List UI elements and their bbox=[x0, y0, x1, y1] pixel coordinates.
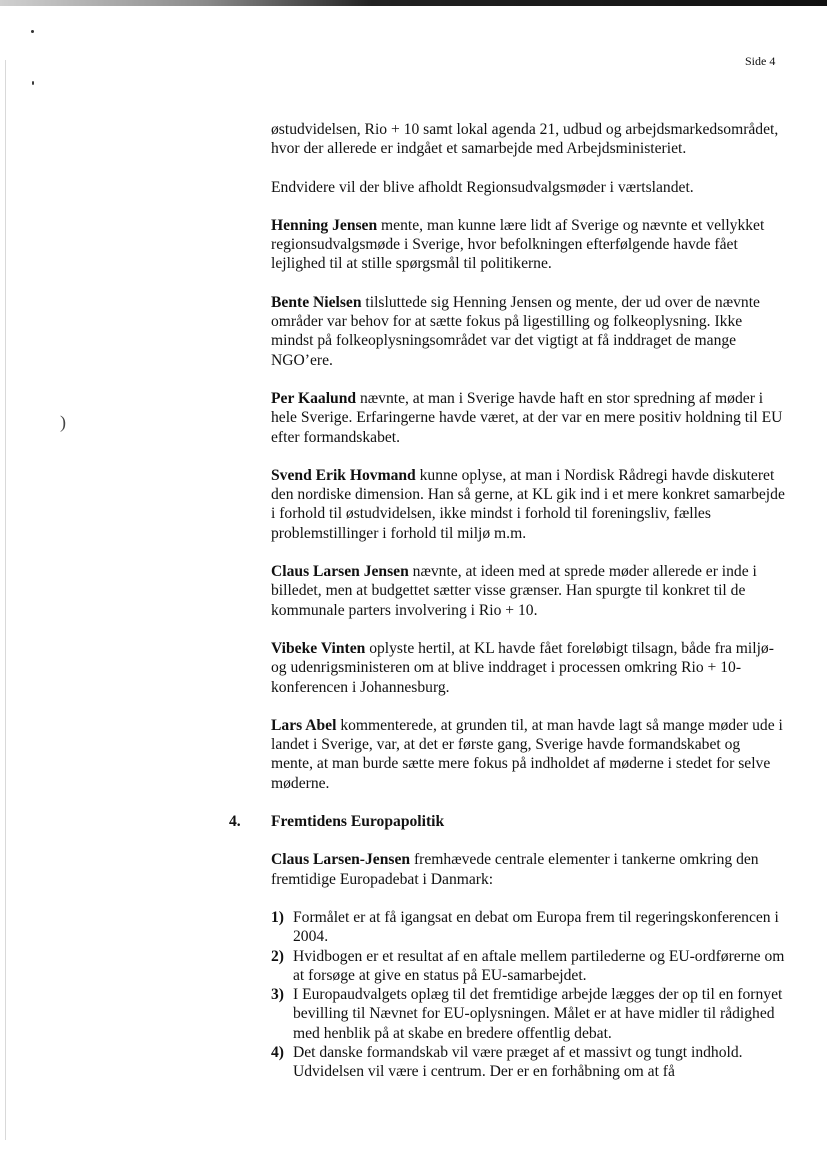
section-number: 4. bbox=[229, 813, 241, 831]
speaker-name: Lars Abel bbox=[271, 716, 337, 734]
paragraph bbox=[271, 216, 786, 274]
paragraph bbox=[271, 466, 786, 543]
list-item-text: I Europaudvalgets oplæg til det fremtidige arbejde lægges der op til en fornyet bevilling til Nævnet for EU-oplysningen. Målet er at have midler til rådighed med henblik på at skabe en bredere offentlig debat. bbox=[293, 986, 783, 1042]
paragraph bbox=[271, 389, 786, 447]
scan-edge-left bbox=[5, 60, 6, 1140]
margin-mark: ) bbox=[60, 412, 66, 432]
speaker-name: Vibeke Vinten bbox=[271, 639, 366, 657]
paragraph bbox=[271, 178, 786, 197]
list-item bbox=[271, 908, 786, 947]
list-item-number: 3) bbox=[271, 986, 284, 1004]
page-number: Side 4 bbox=[745, 54, 776, 68]
list-item bbox=[271, 947, 786, 986]
speaker-name: Henning Jensen bbox=[271, 216, 378, 234]
paragraph bbox=[271, 562, 786, 620]
scan-speck bbox=[32, 81, 34, 85]
paragraph bbox=[271, 293, 786, 370]
paragraph-text: mente, man kunne lære lidt af Sverige og nævnte et vellykket regionsudvalgsmøde i Sverige, hvor befolkningen efterfølgende havde fået lejlighed til at stille spørgsmål til politikerne. bbox=[271, 216, 765, 273]
paragraph-text: kommenterede, at grunden til, at man havde lagt så mange møder ude i landet i Sverige, var, at det er første gang, Sverige havde formandskabet og mente, at man burde sætte mere fokus på indholdet af møderne i stedet for selve møderne. bbox=[271, 716, 783, 792]
section-intro bbox=[271, 850, 786, 889]
list-item bbox=[271, 1043, 786, 1082]
speaker-name: Claus Larsen Jensen bbox=[271, 563, 409, 581]
list-item-text: Det danske formandskab vil være præget af et massivt og tungt indhold. Udvidelsen vil være i centrum. Der er en forhåbning om at få bbox=[293, 1043, 743, 1081]
scan-edge-top bbox=[0, 0, 827, 6]
list-item-number: 1) bbox=[271, 908, 284, 926]
paragraph-text: nævnte, at ideen med at sprede møder allerede er inde i billedet, men at budgettet sætter visse grænser. Han spurgte til konkret til de kommunale parters involvering i Rio + 10. bbox=[271, 563, 757, 619]
paragraph-text: Endvidere vil der blive afholdt Regionsudvalgsmøder i værtslandet. bbox=[271, 178, 694, 196]
paragraph-text: kunne oplyse, at man i Nordisk Rådregi havde diskuteret den nordiske dimension. Han så gerne, at KL gik ind i et mere konkret samarbejde i forhold til østudvidelsen, ikke mindst i forhold til foreningsliv, fælles problemstillinger i forhold til miljø m.m. bbox=[271, 466, 785, 542]
speaker-name: Bente Nielsen bbox=[271, 293, 362, 311]
list-item-number: 2) bbox=[271, 947, 284, 965]
scan-speck bbox=[31, 30, 34, 33]
paragraph-text: oplyste hertil, at KL havde fået foreløbigt tilsagn, både fra miljø- og udenrigsministeren om at blive inddraget i processen omkring Rio + 10-konferencen i Johannesburg. bbox=[271, 639, 774, 696]
document-body bbox=[229, 120, 786, 1082]
list-item bbox=[271, 985, 786, 1043]
paragraph-text: nævnte, at man i Sverige havde haft en stor spredning af møder i hele Sverige. Erfaringerne havde været, at der var en mere positiv holdning til EU efter formandskabet. bbox=[271, 389, 783, 446]
paragraph bbox=[271, 716, 786, 793]
paragraph-text: tilsluttede sig Henning Jensen og mente, der ud over de nævnte områder var behov for at sætte fokus på ligestilling og folkeoplysning. Ikke mindst på folkeoplysningsområdet var det vigtigt at få inddraget de mange NGO’ere. bbox=[271, 293, 760, 369]
section-heading bbox=[229, 812, 786, 831]
speaker-name: Svend Erik Hovmand bbox=[271, 466, 416, 484]
paragraph-text: østudvidelsen, Rio + 10 samt lokal agenda 21, udbud og arbejdsmarkedsområdet, hvor der allerede er indgået et samarbejde med Arbejdsministeriet. bbox=[271, 121, 779, 158]
list-item-text: Hvidbogen er et resultat af en aftale mellem partilederne og EU-ordførerne om at forsøge at give en status på EU-samarbejdet. bbox=[293, 947, 785, 984]
paragraph bbox=[271, 120, 786, 159]
speaker-name: Claus Larsen-Jensen bbox=[271, 851, 411, 869]
speaker-name: Per Kaalund bbox=[271, 389, 357, 407]
paragraph-text: fremhævede centrale elementer i tankerne omkring den fremtidige Europadebat i Danmark: bbox=[271, 851, 759, 888]
list-item-text: Formålet er at få igangsat en debat om Europa frem til regeringskonferencen i 2004. bbox=[293, 908, 779, 946]
numbered-list bbox=[271, 908, 786, 1082]
list-item-number: 4) bbox=[271, 1043, 284, 1061]
paragraph bbox=[271, 639, 786, 697]
section-title: Fremtidens Europapolitik bbox=[271, 813, 445, 831]
